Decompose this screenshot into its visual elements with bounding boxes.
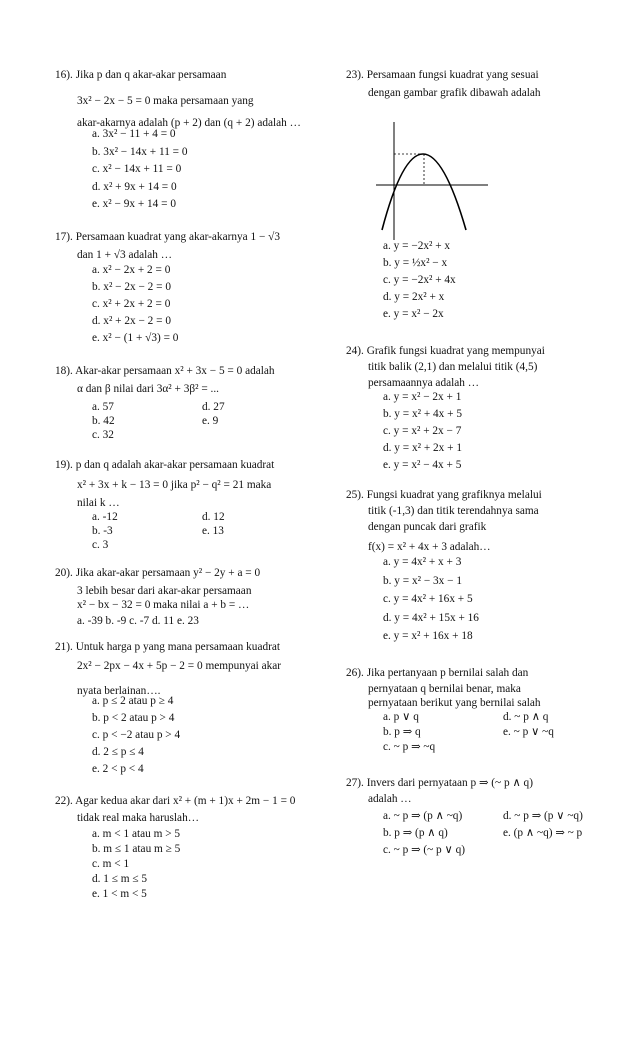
left-q19-option-0-0: a. -12 <box>92 511 118 523</box>
right-q25-option-0: a. y = 4x² + x + 3 <box>383 556 462 568</box>
left-q16-line-1: 3x² − 2x − 5 = 0 maka persamaan yang <box>77 95 254 107</box>
left-q22-line-1: tidak real maka haruslah… <box>77 812 200 824</box>
left-q18-option-2-0: c. 32 <box>92 429 114 441</box>
left-q21-line-0: 21). Untuk harga p yang mana persamaan kuadrat <box>55 641 281 653</box>
right-q24-option-2: c. y = x² + 2x − 7 <box>383 425 462 437</box>
right-q25-option-2: c. y = 4x² + 16x + 5 <box>383 593 473 605</box>
right-q25-line-1: titik (-1,3) dan titik terendahnya sama <box>368 505 539 517</box>
right-q25-line-3: f(x) = x² + 4x + 3 adalah… <box>368 541 491 553</box>
left-q20-line-1: 3 lebih besar dari akar-akar persamaan <box>77 585 252 597</box>
left-q16-line-2: akar-akarnya adalah (p + 2) dan (q + 2) adalah … <box>77 117 301 129</box>
left-q16-option-1: b. 3x² − 14x + 11 = 0 <box>92 145 188 158</box>
right-q27-option-1-0: b. p ⇒ (p ∧ q) <box>383 827 448 839</box>
right-q23-option-4: e. y = x² − 2x <box>383 308 444 320</box>
left-q17-option-0: a. x² − 2x + 2 = 0 <box>92 264 171 276</box>
left-q17-option-3: d. x² + 2x − 2 = 0 <box>92 315 171 327</box>
right-q27-option-1-1: e. (p ∧ ~q) ⇒ ~ p <box>503 827 583 839</box>
left-q22-line-0: 22). Agar kedua akar dari x² + (m + 1)x + 2m − 1 = 0 <box>55 795 296 807</box>
right-q27-line-1: adalah … <box>368 793 412 805</box>
left-q16-option-2: c. x² − 14x + 11 = 0 <box>92 163 182 175</box>
right-q26-option-0-1: d. ~ p ∧ q <box>503 711 549 723</box>
right-q24-option-1: b. y = x² + 4x + 5 <box>383 408 462 420</box>
left-q22-option-3: d. 1 ≤ m ≤ 5 <box>92 873 148 885</box>
right-q25-option-4: e. y = x² + 16x + 18 <box>383 630 473 642</box>
left-q21-option-2: c. p < −2 atau p > 4 <box>92 729 181 741</box>
right-q23-line-0: 23). Persamaan fungsi kuadrat yang sesuai <box>346 69 539 81</box>
left-q19-option-1-1: e. 13 <box>202 525 224 537</box>
left-q21-line-1: 2x² − 2px − 4x + 5p − 2 = 0 mempunyai akar <box>77 660 282 672</box>
left-q22-option-0: a. m < 1 atau m > 5 <box>92 828 181 840</box>
left-q16-option-3: d. x² + 9x + 14 = 0 <box>92 180 177 193</box>
right-q25-option-3: d. y = 4x² + 15x + 16 <box>383 611 479 624</box>
left-q18-option-1-1: e. 9 <box>202 415 219 427</box>
left-q16-option-4: e. x² − 9x + 14 = 0 <box>92 198 176 210</box>
left-q17-option-2: c. x² + 2x + 2 = 0 <box>92 298 171 310</box>
right-q24-option-0: a. y = x² − 2x + 1 <box>383 391 462 403</box>
left-q18-option-1-0: b. 42 <box>92 415 115 427</box>
right-q26-option-1-1: e. ~ p ∨ ~q <box>503 726 554 738</box>
left-q17-line-0: 17). Persamaan kuadrat yang akar-akarnya 1 − √3 <box>55 231 281 243</box>
right-q23-option-2: c. y = −2x² + 4x <box>383 274 456 286</box>
right-q24-option-3: d. y = x² + 2x + 1 <box>383 442 462 454</box>
graph-parabola-curve <box>382 154 466 230</box>
right-q27-line-0: 27). Invers dari pernyataan p ⇒ (~ p ∧ q) <box>346 777 533 789</box>
left-q21-option-0: a. p ≤ 2 atau p ≥ 4 <box>92 695 174 707</box>
right-q26-line-0: 26). Jika pertanyaan p bernilai salah dan <box>346 667 529 679</box>
left-q17-option-4: e. x² − (1 + √3) = 0 <box>92 332 179 344</box>
left-q21-option-4: e. 2 < p < 4 <box>92 763 144 775</box>
left-q18-option-0-0: a. 57 <box>92 401 114 413</box>
right-q23-line-1: dengan gambar grafik dibawah adalah <box>368 87 541 99</box>
left-q21-option-3: d. 2 ≤ p ≤ 4 <box>92 746 144 758</box>
left-q21-line-2: nyata berlainan…. <box>77 685 161 697</box>
right-q24-line-2: persamaannya adalah … <box>368 377 480 389</box>
parabola-graph <box>372 118 492 248</box>
right-q27-option-2-0: c. ~ p ⇒ (~ p ∨ q) <box>383 844 466 856</box>
left-q17-option-1: b. x² − 2x − 2 = 0 <box>92 281 171 293</box>
left-q19-line-1: x² + 3x + k − 13 = 0 jika p² − q² = 21 maka <box>77 479 272 491</box>
right-q27-option-0-1: d. ~ p ⇒ (p ∨ ~q) <box>503 810 583 822</box>
left-q19-line-0: 19). p dan q adalah akar-akar persamaan kuadrat <box>55 459 275 471</box>
left-q22-option-1: b. m ≤ 1 atau m ≥ 5 <box>92 843 181 855</box>
left-q18-option-0-1: d. 27 <box>202 401 225 413</box>
left-q17-line-1: dan 1 + √3 adalah … <box>77 249 173 261</box>
right-q24-option-4: e. y = x² − 4x + 5 <box>383 459 462 471</box>
right-q26-option-0-0: a. p ∨ q <box>383 711 419 723</box>
right-q27-option-0-0: a. ~ p ⇒ (p ∧ ~q) <box>383 810 463 822</box>
right-q26-line-1: pernyataan q bernilai benar, maka <box>368 683 521 695</box>
left-q21-option-1: b. p < 2 atau p > 4 <box>92 712 175 724</box>
left-q18-line-0: 18). Akar-akar persamaan x² + 3x − 5 = 0 adalah <box>55 365 275 377</box>
left-q20-line-2: x² − bx − 32 = 0 maka nilai a + b = … <box>77 599 250 611</box>
right-q25-line-0: 25). Fungsi kuadrat yang grafiknya melalui <box>346 489 542 501</box>
right-q23-option-0: a. y = −2x² + x <box>383 240 451 252</box>
right-q26-option-1-0: b. p ⇒ q <box>383 726 421 738</box>
left-q19-option-2-0: c. 3 <box>92 539 109 551</box>
left-q18-line-1: α dan β nilai dari 3α² + 3β² = ... <box>77 383 219 395</box>
left-q16-option-0: a. 3x² − 11 + 4 = 0 <box>92 128 176 140</box>
right-q23-option-3: d. y = 2x² + x <box>383 291 445 303</box>
left-q16-line-0: 16). Jika p dan q akar-akar persamaan <box>55 69 227 81</box>
left-q19-option-0-1: d. 12 <box>202 511 225 523</box>
right-q24-line-0: 24). Grafik fungsi kuadrat yang mempunyai <box>346 345 545 357</box>
right-q26-option-2-0: c. ~ p ⇒ ~q <box>383 741 436 753</box>
left-q19-line-2: nilai k … <box>77 497 120 509</box>
left-q22-option-2: c. m < 1 <box>92 858 130 870</box>
right-q25-option-1: b. y = x² − 3x − 1 <box>383 574 462 587</box>
left-q20-line-0: 20). Jika akar-akar persamaan y² − 2y + a = 0 <box>55 567 261 579</box>
right-q23-option-1: b. y = ½x² − x <box>383 257 448 269</box>
right-q26-line-2: pernyataan berikut yang bernilai salah <box>368 697 541 709</box>
left-q20-line-3: a. -39 b. -9 c. -7 d. 11 e. 23 <box>77 615 199 627</box>
left-q19-option-1-0: b. -3 <box>92 525 113 537</box>
right-q25-line-2: dengan puncak dari grafik <box>368 521 487 533</box>
left-q22-option-4: e. 1 < m < 5 <box>92 888 147 900</box>
right-q24-line-1: titik balik (2,1) dan melalui titik (4,5) <box>368 361 538 373</box>
